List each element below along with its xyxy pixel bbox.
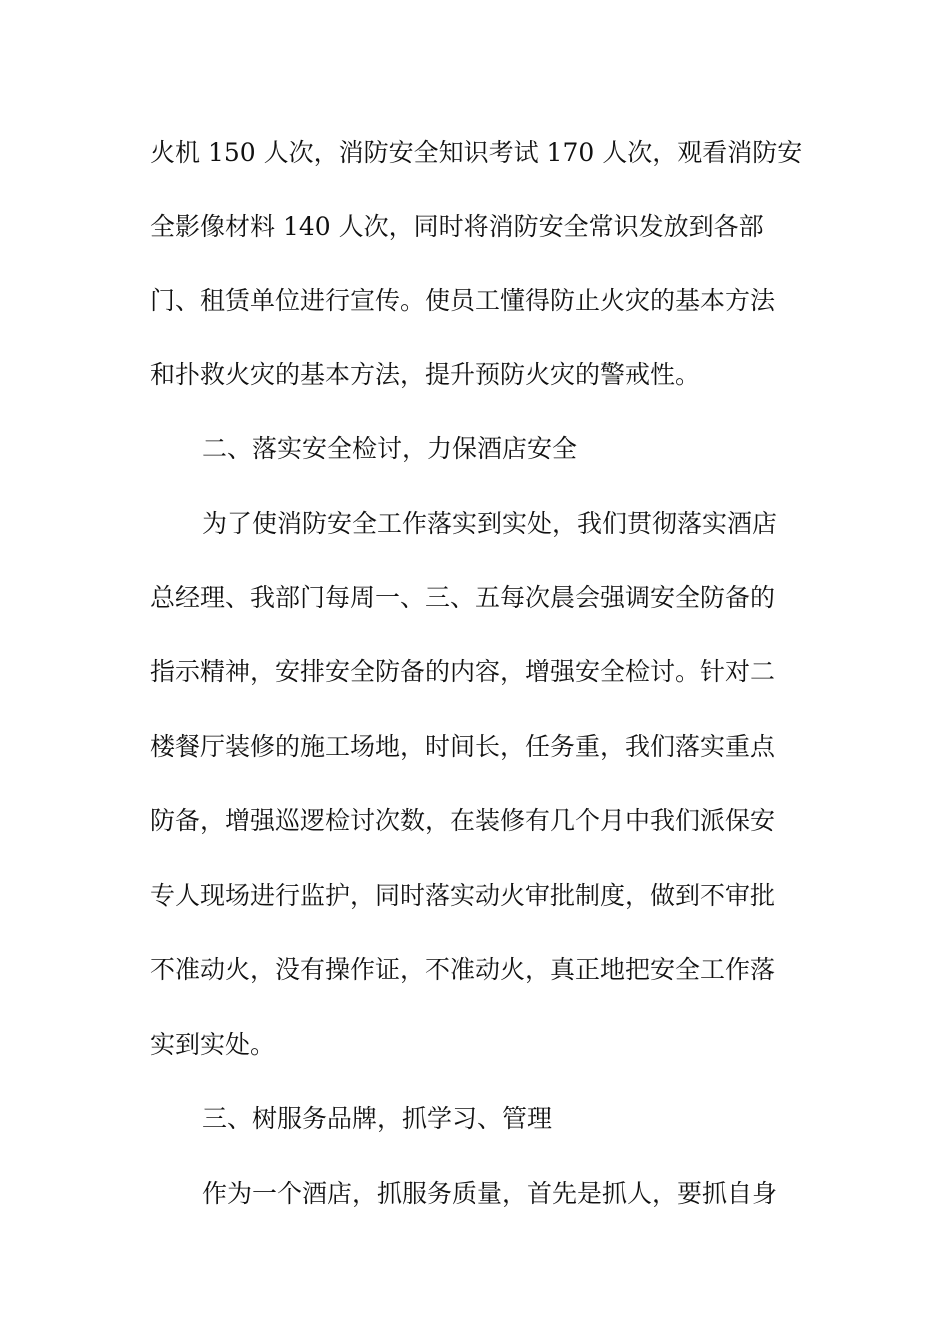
section-heading: 三、树服务品牌，抓学习、管理 xyxy=(202,1104,553,1133)
section-heading: 二、落实安全检讨，力保酒店安全 xyxy=(202,434,578,463)
body-text-line: 和扑救火灾的基本方法，提升预防火灾的警戒性。 xyxy=(150,360,701,389)
body-text-line: 门、租赁单位进行宣传。使员工懂得防止火灾的基本方法 xyxy=(150,286,776,315)
body-text-line: 为了使消防安全工作落实到实处，我们贯彻落实酒店 xyxy=(202,509,778,538)
body-text-line: 防备，增强巡逻检讨次数，在装修有几个月中我们派保安 xyxy=(150,806,776,835)
body-text-line: 作为一个酒店，抓服务质量，首先是抓人，要抓自身 xyxy=(202,1179,778,1208)
body-text-line: 火机 150 人次，消防安全知识考试 170 人次，观看消防安 xyxy=(150,138,803,167)
body-text-line: 专人现场进行监护，同时落实动火审批制度，做到不审批 xyxy=(150,881,776,910)
body-text-line: 全影像材料 140 人次，同时将消防安全常识发放到各部 xyxy=(150,212,764,241)
body-text-line: 总经理、我部门每周一、三、五每次晨会强调安全防备的 xyxy=(150,583,776,612)
body-text-line: 不准动火，没有操作证，不准动火，真正地把安全工作落 xyxy=(150,955,776,984)
body-text-line: 实到实处。 xyxy=(150,1030,276,1059)
body-text-line: 指示精神，安排安全防备的内容，增强安全检讨。针对二 xyxy=(150,657,776,686)
body-text-line: 楼餐厅装修的施工场地，时间长，任务重，我们落实重点 xyxy=(150,732,776,761)
